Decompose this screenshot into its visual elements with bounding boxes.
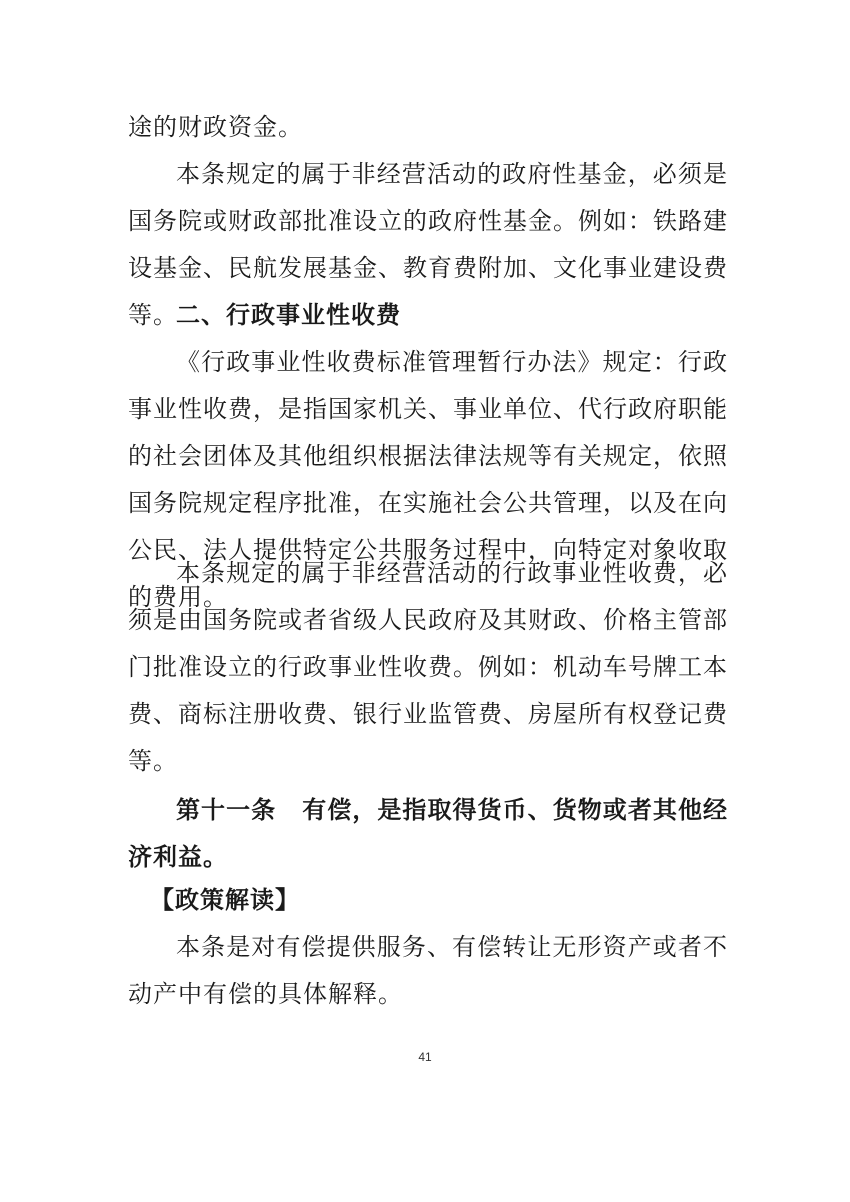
paragraph-fund-rule: 本条规定的属于非经营活动的政府性基金，必须是国务院或财政部批准设立的政府性基金。例如：铁路建设基金、民航发展基金、教育费附加、文化事业建设费等。 [128, 160, 728, 329]
section-heading-admin-fees: 二、行政事业性收费 [176, 301, 401, 329]
paragraph-continuation: 途的财政资金。 [128, 113, 303, 141]
paragraph-interpretation: 本条是对有偿提供服务、有偿转让无形资产或者不动产中有偿的具体解释。 [128, 933, 728, 1008]
article-number: 第十一条 [176, 796, 277, 824]
paragraph-admin-fee-definition: 《行政事业性收费标准管理暂行办法》规定：行政事业性收费，是指国家机关、事业单位、代行政府职能的社会团体及其他组织根据法律法规等有关规定，依照国务院规定程序批准，在实施社会公共管理，以及在向公民、法人提供特定公共服务过程中，向特定对象收取的费用。 [128, 348, 728, 611]
paragraph-admin-fee-rule: 本条规定的属于非经营活动的行政事业性收费，必须是由国务院或者省级人民政府及其财政、价格主管部门批准设立的行政事业性收费。例如：机动车号牌工本费、商标注册收费、银行业监管费、房屋所有权登记费等。 [128, 559, 728, 775]
interpretation-heading: 【政策解读】 [150, 886, 300, 914]
article-eleven [128, 787, 728, 881]
page-number: 41 [418, 1050, 432, 1064]
article-text: 有偿，是指取得货币、货物或者其他经济利益。 [128, 796, 729, 871]
